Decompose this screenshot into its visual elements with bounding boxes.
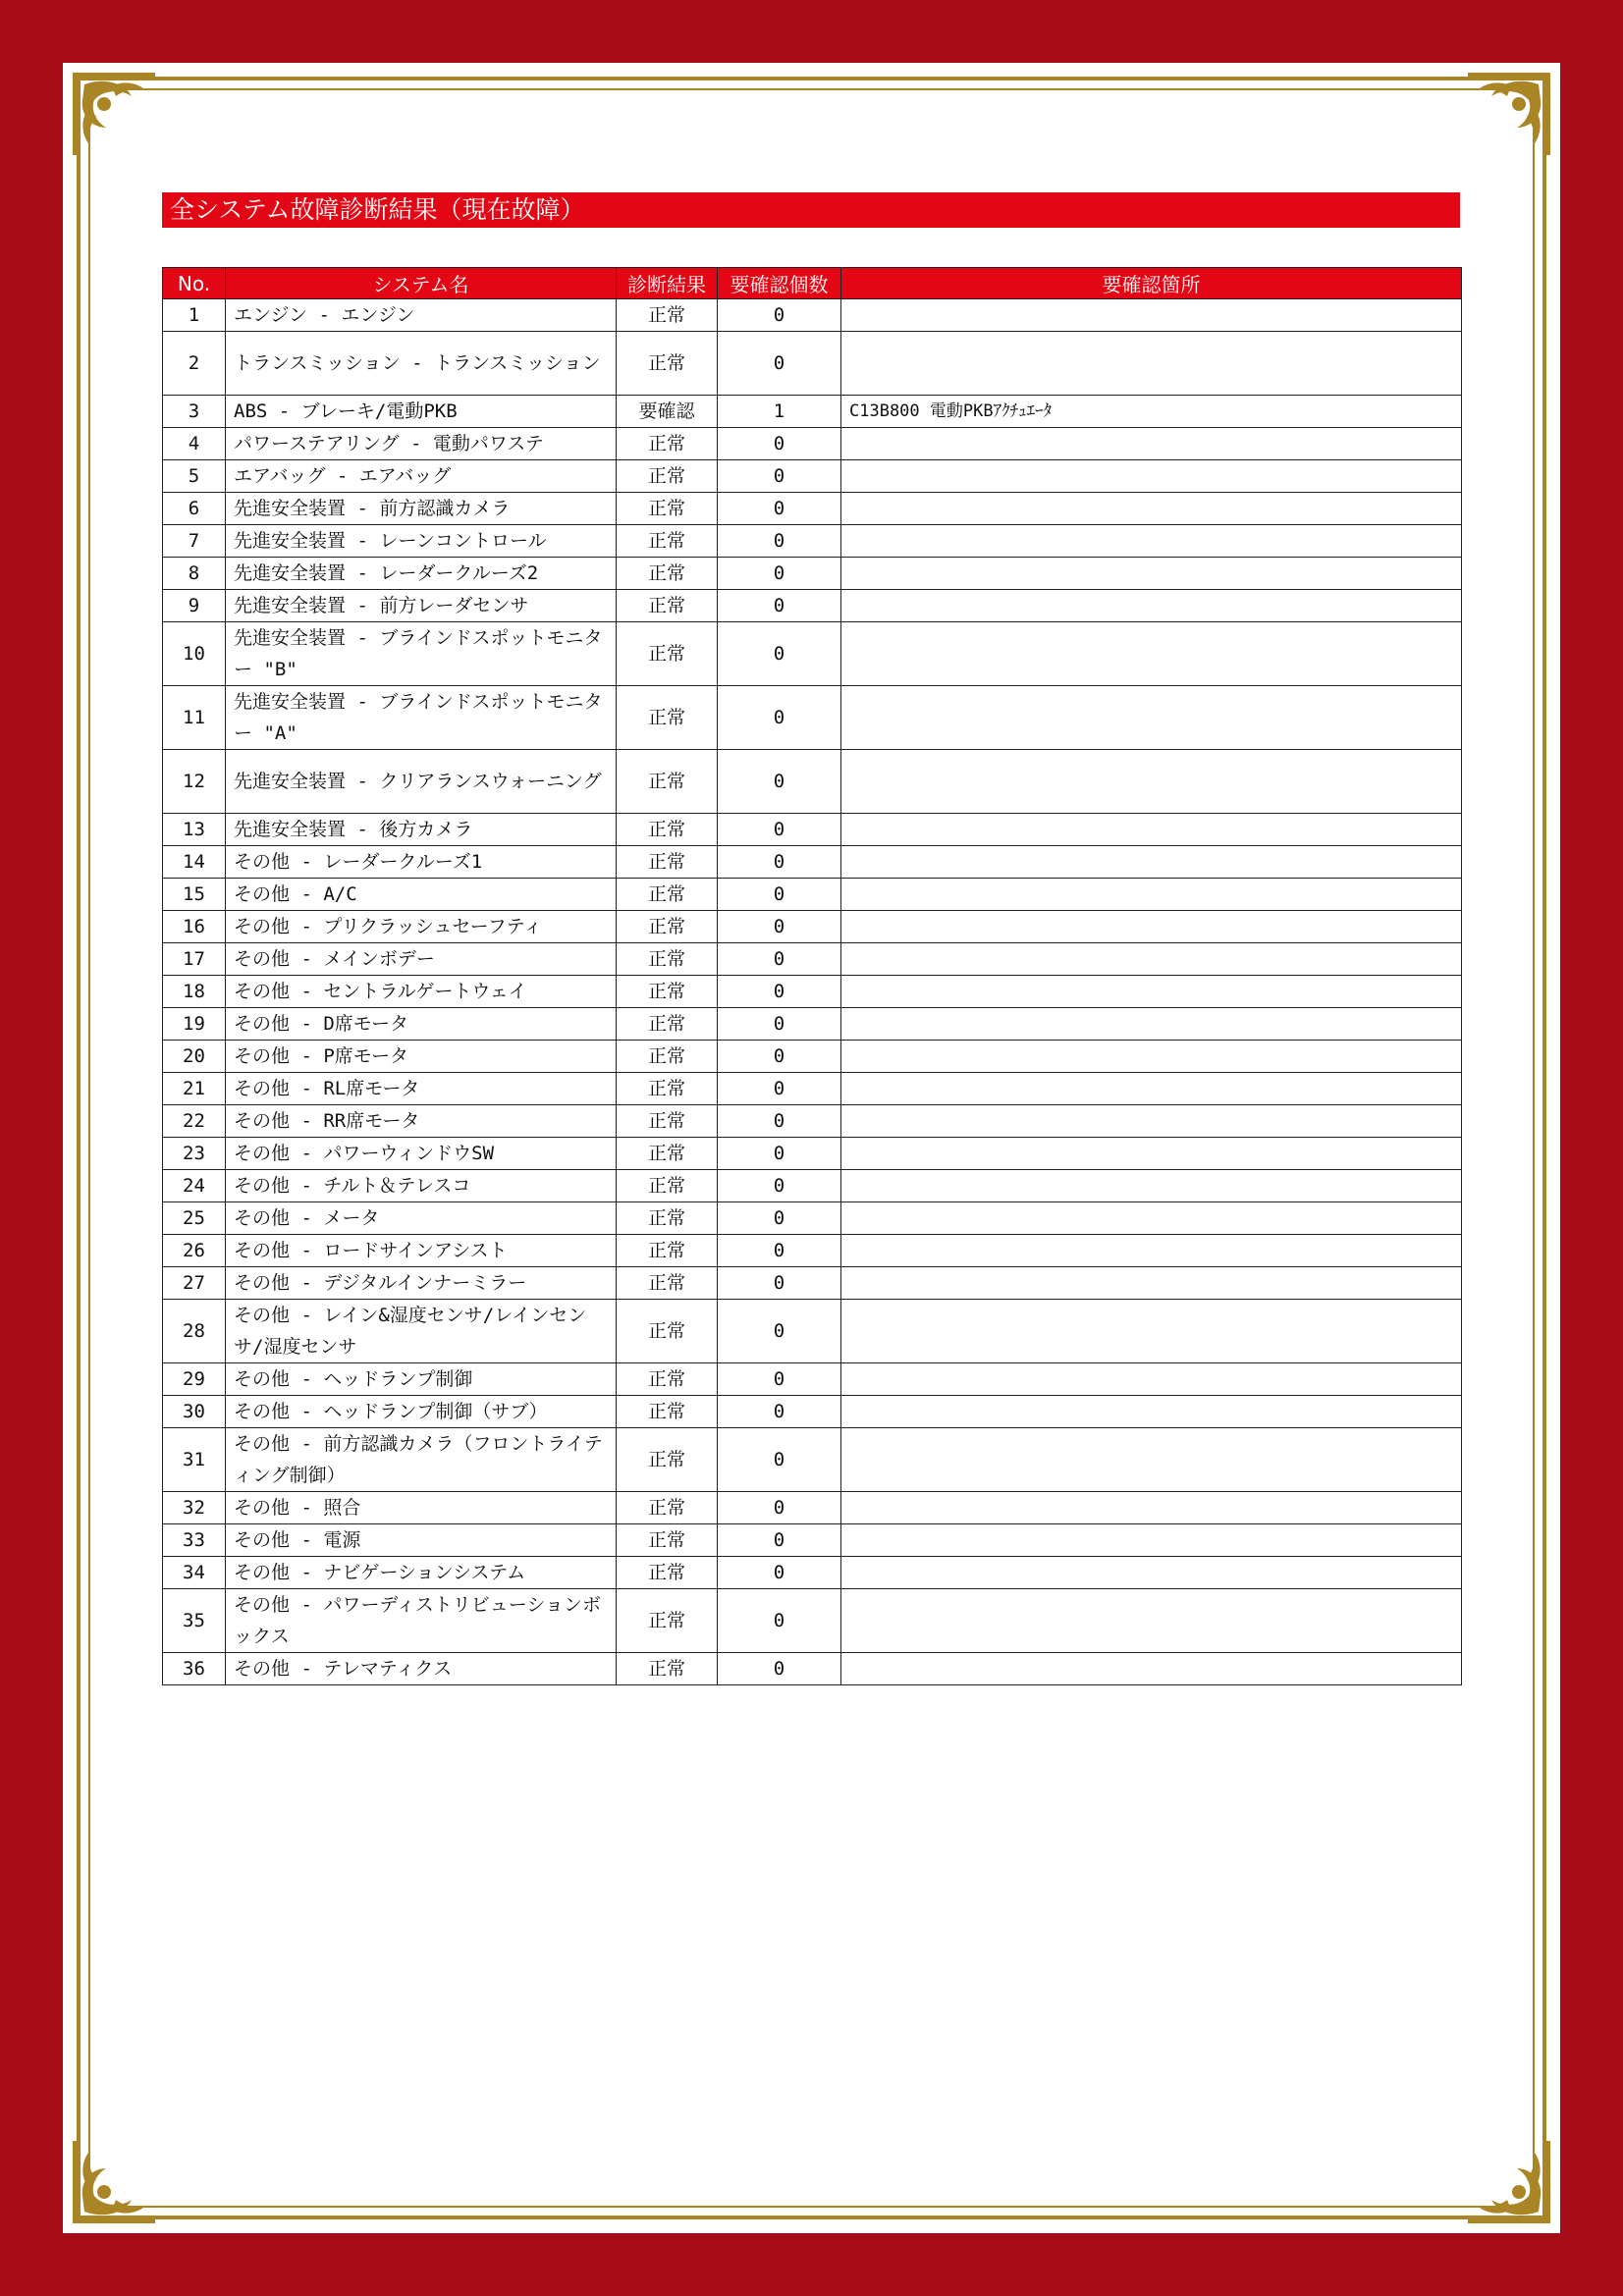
diagnosis-result-cell: 正常 [617,1267,718,1300]
row-number: 26 [163,1235,226,1267]
system-name-cell: その他 - RR席モータ [226,1105,617,1138]
row-number: 18 [163,976,226,1008]
diagnosis-result-cell: 正常 [617,299,718,332]
check-location-cell [841,1653,1462,1685]
check-location-cell [841,814,1462,846]
diagnosis-result-cell: 正常 [617,460,718,493]
check-location-cell [841,1428,1462,1492]
system-name-cell: 先進安全装置 - 前方レーダセンサ [226,590,617,622]
system-name-cell: その他 - パワーウィンドウSW [226,1138,617,1170]
check-count-cell: 0 [718,1170,841,1202]
system-name-cell: その他 - チルト＆テレスコ [226,1170,617,1202]
check-count-cell: 0 [718,622,841,686]
check-count-cell: 0 [718,1105,841,1138]
check-location-cell [841,1396,1462,1428]
row-number: 10 [163,622,226,686]
system-name-cell: エアバッグ - エアバッグ [226,460,617,493]
diagnosis-result-cell: 正常 [617,750,718,814]
check-location-cell [841,686,1462,750]
check-location-cell [841,590,1462,622]
diagnosis-result-cell: 正常 [617,428,718,460]
check-location-cell [841,299,1462,332]
table-row [163,1267,1462,1300]
check-location-cell [841,879,1462,911]
table-row [163,814,1462,846]
system-name-cell: その他 - メインボデー [226,943,617,976]
check-location-cell [841,1557,1462,1589]
table-row [163,460,1462,493]
table-row [163,428,1462,460]
row-number: 29 [163,1363,226,1396]
table-row [163,1492,1462,1524]
system-name-cell: 先進安全装置 - レーンコントロール [226,525,617,558]
row-number: 24 [163,1170,226,1202]
diagnosis-result-cell: 正常 [617,1428,718,1492]
row-number: 12 [163,750,226,814]
row-number: 35 [163,1589,226,1653]
system-name-cell: 先進安全装置 - レーダークルーズ2 [226,558,617,590]
check-count-cell: 0 [718,1235,841,1267]
row-number: 13 [163,814,226,846]
check-count-cell: 0 [718,1363,841,1396]
diagnosis-result-cell: 正常 [617,622,718,686]
system-name-cell: その他 - ロードサインアシスト [226,1235,617,1267]
table-row [163,396,1462,428]
check-count-cell: 0 [718,1202,841,1235]
check-location-cell [841,428,1462,460]
diagnosis-result-cell: 正常 [617,558,718,590]
table-row [163,558,1462,590]
check-count-cell: 0 [718,814,841,846]
system-name-cell: 先進安全装置 - ブラインドスポットモニター "A" [226,686,617,750]
row-number: 1 [163,299,226,332]
row-number: 6 [163,493,226,525]
header-result: 診断結果 [617,268,718,299]
diagnosis-result-cell: 正常 [617,1170,718,1202]
diagnosis-result-cell: 正常 [617,879,718,911]
check-count-cell: 0 [718,1557,841,1589]
table-row [163,1041,1462,1073]
row-number: 11 [163,686,226,750]
row-number: 22 [163,1105,226,1138]
diagnosis-result-cell: 正常 [617,1105,718,1138]
check-location-cell [841,1041,1462,1073]
table-row [163,525,1462,558]
diagnosis-result-cell: 正常 [617,1073,718,1105]
check-location-cell [841,460,1462,493]
check-location-cell [841,1524,1462,1557]
row-number: 23 [163,1138,226,1170]
check-count-cell: 0 [718,1653,841,1685]
system-name-cell: その他 - 照合 [226,1492,617,1524]
row-number: 33 [163,1524,226,1557]
check-count-cell: 0 [718,525,841,558]
system-name-cell: その他 - レイン&湿度センサ/レインセンサ/湿度センサ [226,1300,617,1363]
system-name-cell: ABS - ブレーキ/電動PKB [226,396,617,428]
row-number: 17 [163,943,226,976]
check-count-cell: 0 [718,1008,841,1041]
check-count-cell: 0 [718,1041,841,1073]
check-count-cell: 0 [718,1267,841,1300]
table-row [163,1524,1462,1557]
check-location-cell [841,622,1462,686]
diagnosis-result-cell: 正常 [617,1202,718,1235]
check-location-cell [841,750,1462,814]
check-location-cell [841,1235,1462,1267]
system-name-cell: その他 - RL席モータ [226,1073,617,1105]
check-location-cell [841,911,1462,943]
system-name-cell: その他 - レーダークルーズ1 [226,846,617,879]
check-count-cell: 0 [718,1300,841,1363]
table-row [163,1170,1462,1202]
check-count-cell: 0 [718,460,841,493]
system-name-cell: その他 - デジタルインナーミラー [226,1267,617,1300]
table-row [163,1300,1462,1363]
diagnosis-result-cell: 正常 [617,1653,718,1685]
diagnosis-result-cell: 正常 [617,1557,718,1589]
check-count-cell: 0 [718,1428,841,1492]
check-location-cell [841,558,1462,590]
check-count-cell: 0 [718,976,841,1008]
diagnosis-result-cell: 正常 [617,1396,718,1428]
corner-ornament-icon [67,2135,161,2229]
row-number: 28 [163,1300,226,1363]
system-name-cell: その他 - ヘッドランプ制御 [226,1363,617,1396]
row-number: 21 [163,1073,226,1105]
system-name-cell: その他 - 電源 [226,1524,617,1557]
table-body [163,299,1462,1685]
table-row [163,622,1462,686]
diagnosis-result-cell: 正常 [617,911,718,943]
table-row [163,943,1462,976]
table-row [163,1073,1462,1105]
check-location-cell [841,943,1462,976]
check-location-cell [841,846,1462,879]
table-row [163,686,1462,750]
check-count-cell: 0 [718,911,841,943]
table-row [163,332,1462,396]
check-count-cell: 0 [718,879,841,911]
table-row [163,1363,1462,1396]
check-location-cell [841,976,1462,1008]
row-number: 9 [163,590,226,622]
diagnosis-result-cell: 正常 [617,1235,718,1267]
row-number: 36 [163,1653,226,1685]
check-count-cell: 0 [718,1589,841,1653]
system-name-cell: 先進安全装置 - 前方認識カメラ [226,493,617,525]
check-location-cell [841,1589,1462,1653]
system-name-cell: その他 - P席モータ [226,1041,617,1073]
table-row [163,1557,1462,1589]
corner-ornament-icon [1462,2135,1556,2229]
system-name-cell: その他 - D席モータ [226,1008,617,1041]
check-location-cell [841,332,1462,396]
system-name-cell: その他 - ナビゲーションシステム [226,1557,617,1589]
table-row [163,1138,1462,1170]
check-location-cell [841,1300,1462,1363]
table-row [163,750,1462,814]
table-header-row [163,268,1462,299]
check-location-cell [841,493,1462,525]
system-name-cell: その他 - 前方認識カメラ（フロントライティング制御） [226,1428,617,1492]
check-count-cell: 0 [718,428,841,460]
diagnosis-result-cell: 正常 [617,1524,718,1557]
row-number: 8 [163,558,226,590]
diagnosis-result-cell: 正常 [617,590,718,622]
table-row [163,846,1462,879]
row-number: 2 [163,332,226,396]
diagnosis-result-cell: 正常 [617,1589,718,1653]
system-name-cell: その他 - A/C [226,879,617,911]
row-number: 30 [163,1396,226,1428]
check-location-cell: C13B800 電動PKBｱｸﾁｭｴｰﾀ [841,396,1462,428]
check-count-cell: 0 [718,332,841,396]
check-location-cell [841,1363,1462,1396]
table-row [163,299,1462,332]
check-location-cell [841,1170,1462,1202]
row-number: 20 [163,1041,226,1073]
row-number: 15 [163,879,226,911]
corner-ornament-icon [1462,67,1556,161]
diagnosis-result-cell: 正常 [617,846,718,879]
row-number: 4 [163,428,226,460]
check-count-cell: 0 [718,590,841,622]
row-number: 7 [163,525,226,558]
header-no: No. [163,268,226,299]
system-name-cell: 先進安全装置 - 後方カメラ [226,814,617,846]
table-row [163,879,1462,911]
system-name-cell: その他 - メータ [226,1202,617,1235]
check-count-cell: 0 [718,1396,841,1428]
diagnosis-result-cell: 正常 [617,943,718,976]
diagnosis-result-cell: 正常 [617,525,718,558]
check-location-cell [841,525,1462,558]
header-system-name: システム名 [226,268,617,299]
diagnosis-result-cell: 正常 [617,1363,718,1396]
check-count-cell: 0 [718,558,841,590]
diagnosis-result-cell: 正常 [617,1008,718,1041]
row-number: 5 [163,460,226,493]
diagnosis-result-cell: 正常 [617,686,718,750]
corner-ornament-icon [67,67,161,161]
diagnosis-result-cell: 正常 [617,976,718,1008]
diagnosis-result-cell: 要確認 [617,396,718,428]
diagnosis-table [162,267,1462,1685]
table-row [163,1235,1462,1267]
report-page [63,63,1560,2233]
check-location-cell [841,1105,1462,1138]
check-location-cell [841,1267,1462,1300]
system-name-cell: その他 - ヘッドランプ制御（サブ） [226,1396,617,1428]
check-count-cell: 0 [718,1524,841,1557]
row-number: 19 [163,1008,226,1041]
table-row [163,976,1462,1008]
system-name-cell: その他 - プリクラッシュセーフティ [226,911,617,943]
check-count-cell: 1 [718,396,841,428]
header-count: 要確認個数 [718,268,841,299]
system-name-cell: エンジン - エンジン [226,299,617,332]
row-number: 34 [163,1557,226,1589]
check-count-cell: 0 [718,299,841,332]
check-location-cell [841,1008,1462,1041]
check-count-cell: 0 [718,750,841,814]
header-location: 要確認箇所 [841,268,1462,299]
row-number: 3 [163,396,226,428]
system-name-cell: パワーステアリング - 電動パワステ [226,428,617,460]
row-number: 25 [163,1202,226,1235]
check-count-cell: 0 [718,1073,841,1105]
table-row [163,1202,1462,1235]
table-row [163,590,1462,622]
table-row [163,1589,1462,1653]
check-location-cell [841,1073,1462,1105]
check-location-cell [841,1202,1462,1235]
diagnosis-result-cell: 正常 [617,493,718,525]
diagnosis-result-cell: 正常 [617,332,718,396]
table-row [163,493,1462,525]
check-count-cell: 0 [718,686,841,750]
diagnosis-result-cell: 正常 [617,1492,718,1524]
check-location-cell [841,1492,1462,1524]
table-row [163,1008,1462,1041]
system-name-cell: その他 - テレマティクス [226,1653,617,1685]
row-number: 31 [163,1428,226,1492]
row-number: 16 [163,911,226,943]
diagnosis-result-cell: 正常 [617,1300,718,1363]
table-row [163,1428,1462,1492]
section-title: 全システム故障診断結果（現在故障） [162,192,1460,228]
diagnosis-result-cell: 正常 [617,1041,718,1073]
check-count-cell: 0 [718,846,841,879]
check-count-cell: 0 [718,493,841,525]
row-number: 27 [163,1267,226,1300]
table-row [163,1653,1462,1685]
table-row [163,911,1462,943]
diagnosis-result-cell: 正常 [617,814,718,846]
table-row [163,1105,1462,1138]
table-row [163,1396,1462,1428]
check-location-cell [841,1138,1462,1170]
system-name-cell: トランスミッション - トランスミッション [226,332,617,396]
system-name-cell: その他 - セントラルゲートウェイ [226,976,617,1008]
check-count-cell: 0 [718,943,841,976]
diagnosis-result-cell: 正常 [617,1138,718,1170]
system-name-cell: その他 - パワーディストリビューションボックス [226,1589,617,1653]
check-count-cell: 0 [718,1492,841,1524]
check-count-cell: 0 [718,1138,841,1170]
row-number: 32 [163,1492,226,1524]
row-number: 14 [163,846,226,879]
system-name-cell: 先進安全装置 - ブラインドスポットモニター "B" [226,622,617,686]
system-name-cell: 先進安全装置 - クリアランスウォーニング [226,750,617,814]
